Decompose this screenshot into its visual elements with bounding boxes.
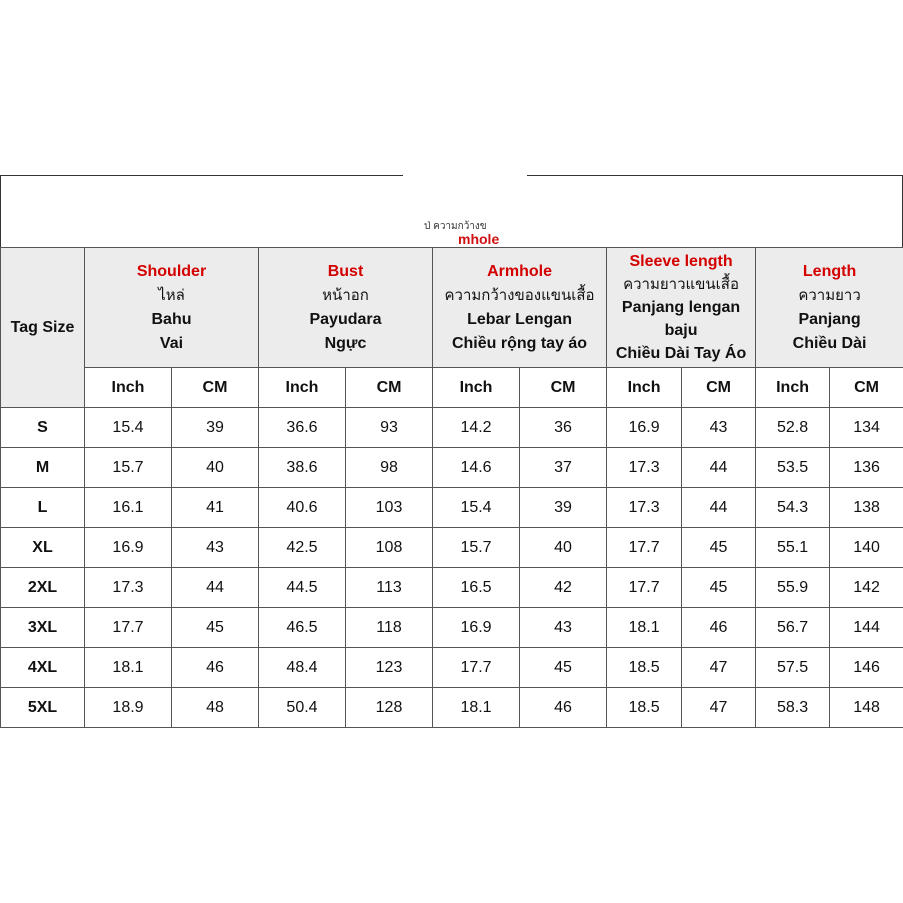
group-title: Armhole [487,262,552,280]
size-label: 4XL [1,648,85,688]
table-cell: 144 [830,608,903,648]
table-cell: 15.4 [433,488,520,528]
table-row [1,688,903,728]
group-line: ความยาว [798,286,861,304]
table-cell: 48.4 [259,648,346,688]
table-cell: 44 [682,488,756,528]
table-cell: 14.6 [433,448,520,488]
table-cell: 17.7 [607,568,682,608]
table-cell: 103 [346,488,433,528]
group-line: ไหล่ [158,286,185,304]
table-cell: 44 [682,448,756,488]
table-cell: 16.1 [85,488,172,528]
table-cell: 55.1 [756,528,830,568]
unit-inch: Inch [433,368,520,408]
table-row [1,448,903,488]
table-cell: 47 [682,648,756,688]
table-cell: 16.9 [607,408,682,448]
table-row [1,648,903,688]
table-cell: 56.7 [756,608,830,648]
group-line: Bahu [151,310,192,328]
unit-cm: CM [346,368,433,408]
table-row [1,408,903,448]
table-cell: 46 [682,608,756,648]
table-cell: 42.5 [259,528,346,568]
table-cell: 37 [520,448,607,488]
unit-cm: CM [172,368,259,408]
table-cell: 17.7 [433,648,520,688]
table-cell: 17.3 [607,488,682,528]
table-cell: 45 [520,648,607,688]
table-cell: 40 [172,448,259,488]
size-label: XL [1,528,85,568]
group-title: Bust [327,262,364,280]
table-cell: 46.5 [259,608,346,648]
group-line: หน้าอก [322,286,369,304]
table-cell: 36 [520,408,607,448]
group-line: Panjang lengan [621,299,741,316]
size-label: L [1,488,85,528]
table-cell: 16.9 [85,528,172,568]
table-cell: 57.5 [756,648,830,688]
table-cell: 136 [830,448,903,488]
table-cell: 14.2 [433,408,520,448]
table-cell: 17.3 [85,568,172,608]
group-title: Length [802,262,857,280]
table-cell: 47 [682,688,756,728]
table-row [1,528,903,568]
table-cell: 16.9 [433,608,520,648]
table-cell: 44.5 [259,568,346,608]
unit-header-row [1,368,903,408]
bust-header [259,248,433,368]
table-cell: 36.6 [259,408,346,448]
table-cell: 46 [520,688,607,728]
table-cell: 46 [172,648,259,688]
table-cell: 38.6 [259,448,346,488]
group-title: Sleeve length [629,253,733,270]
group-line: Chiều rộng tay áo [451,334,588,352]
table-cell: 18.5 [607,648,682,688]
unit-cm: CM [520,368,607,408]
group-line: ความกว้างของแขนเสื้อ [444,286,595,304]
table-cell: 18.1 [607,608,682,648]
tag-size-header: Tag Size [1,248,85,408]
table-cell: 43 [520,608,607,648]
table-cell: 18.9 [85,688,172,728]
table-cell: 140 [830,528,903,568]
table-cell: 45 [682,568,756,608]
table-cell: 128 [346,688,433,728]
shoulder-header [85,248,259,368]
unit-cm: CM [830,368,903,408]
table-cell: 55.9 [756,568,830,608]
size-chart-table [0,247,903,728]
table-cell: 44 [172,568,259,608]
size-label: S [1,408,85,448]
group-line: baju [664,322,698,339]
table-cell: 146 [830,648,903,688]
group-line: Vai [159,334,184,352]
sleeve-length-header [607,248,756,368]
table-cell: 43 [682,408,756,448]
table-cell: 138 [830,488,903,528]
size-label: M [1,448,85,488]
table-cell: 40 [520,528,607,568]
artifact-red-text: mhole [458,231,500,247]
table-cell: 108 [346,528,433,568]
table-row [1,488,903,528]
group-line: ความยาวแขนเสื้อ [623,276,739,293]
table-cell: 98 [346,448,433,488]
table-cell: 17.7 [85,608,172,648]
table-cell: 42 [520,568,607,608]
table-cell: 39 [520,488,607,528]
table-cell: 18.1 [85,648,172,688]
size-label: 3XL [1,608,85,648]
size-label: 5XL [1,688,85,728]
table-cell: 52.8 [756,408,830,448]
header-artifact [424,205,544,248]
group-line: Ngực [324,334,367,352]
table-cell: 15.4 [85,408,172,448]
table-cell: 53.5 [756,448,830,488]
table-cell: 93 [346,408,433,448]
table-cell: 50.4 [259,688,346,728]
length-header [756,248,903,368]
table-cell: 48 [172,688,259,728]
table-cell: 15.7 [85,448,172,488]
table-cell: 58.3 [756,688,830,728]
table-cell: 113 [346,568,433,608]
table-cell: 54.3 [756,488,830,528]
unit-inch: Inch [85,368,172,408]
group-line: Chiều Dài [792,334,867,352]
table-cell: 123 [346,648,433,688]
table-row [1,608,903,648]
group-header-row [1,248,903,368]
table-cell: 148 [830,688,903,728]
unit-cm: CM [682,368,756,408]
group-line: Panjang [798,310,861,328]
table-row [1,568,903,608]
table-cell: 18.1 [433,688,520,728]
table-cell: 18.5 [607,688,682,728]
group-line: Lebar Lengan [467,310,572,328]
artifact-thai-text: ป่ ความกว้างข [424,221,487,232]
table-cell: 16.5 [433,568,520,608]
table-cell: 41 [172,488,259,528]
table-cell: 45 [682,528,756,568]
table-cell: 45 [172,608,259,648]
armhole-header [433,248,607,368]
group-line: Payudara [309,310,382,328]
table-cell: 15.7 [433,528,520,568]
frame-gap [403,173,527,179]
table-cell: 142 [830,568,903,608]
unit-inch: Inch [259,368,346,408]
group-line: Chiều Dài Tay Áo [615,345,747,362]
unit-inch: Inch [607,368,682,408]
table-cell: 118 [346,608,433,648]
table-cell: 40.6 [259,488,346,528]
group-title: Shoulder [136,262,207,280]
table-cell: 17.7 [607,528,682,568]
table-cell: 43 [172,528,259,568]
size-label: 2XL [1,568,85,608]
table-cell: 17.3 [607,448,682,488]
unit-inch: Inch [756,368,830,408]
table-cell: 134 [830,408,903,448]
table-cell: 39 [172,408,259,448]
